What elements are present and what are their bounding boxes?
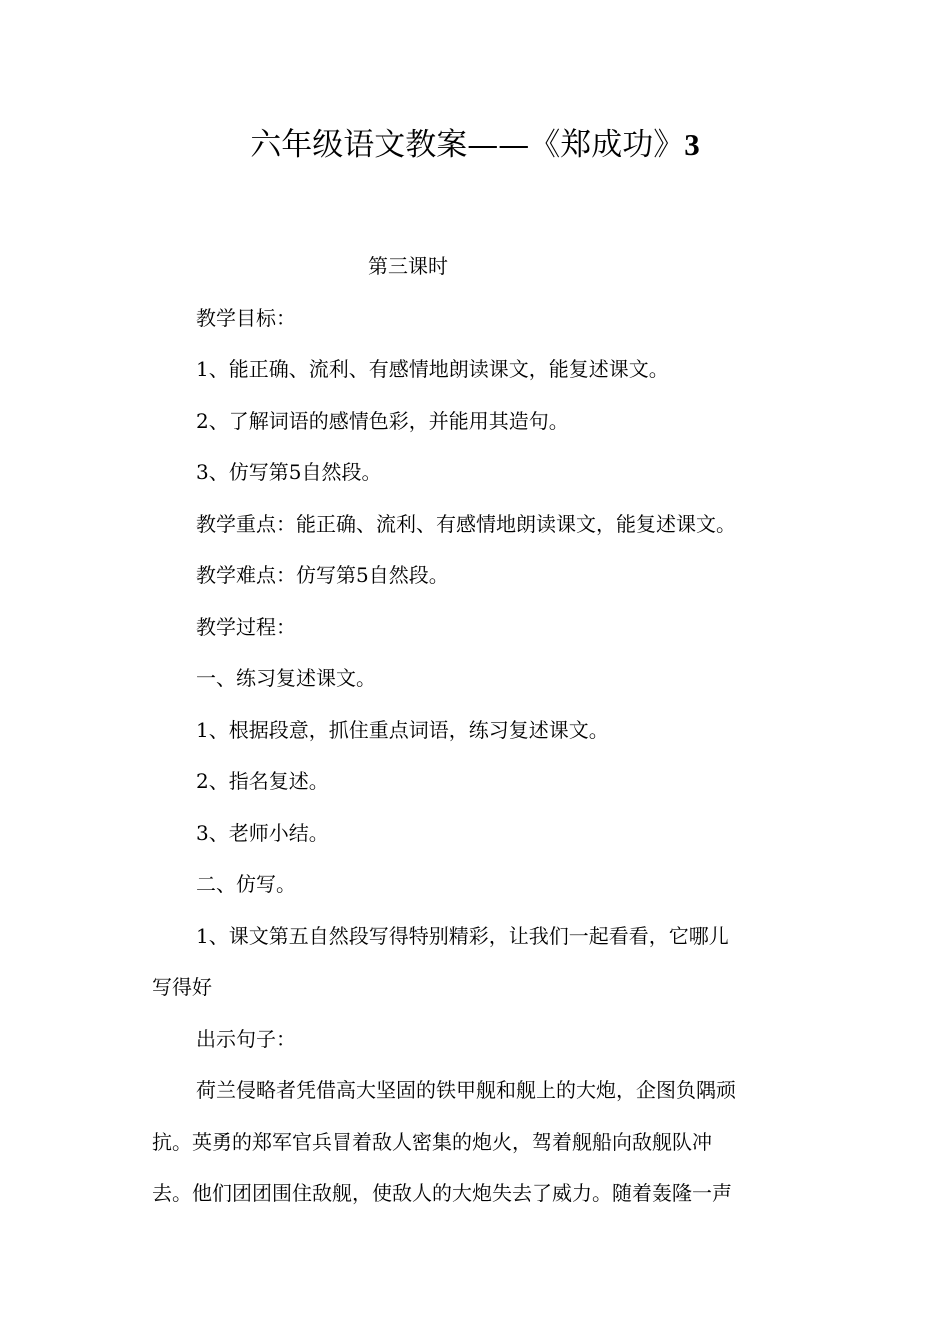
- paragraph: 2、了解词语的感情色彩，并能用其造句。: [196, 409, 569, 433]
- paragraph: 二、仿写。: [196, 872, 296, 896]
- paragraph: 出示句子：: [196, 1027, 296, 1051]
- paragraph: 1、课文第五自然段写得特别精彩，让我们一起看看，它哪儿: [196, 924, 729, 948]
- paragraph: 荷兰侵略者凭借高大坚固的铁甲舰和舰上的大炮，企图负隅顽: [196, 1078, 736, 1102]
- paragraph: 教学难点：仿写第5自然段。: [196, 563, 449, 587]
- paragraph: 教学目标：: [196, 306, 296, 330]
- paragraph: 写得好: [152, 975, 212, 999]
- document-title-number: 3: [684, 127, 700, 162]
- document-title-text: 六年级语文教案——《郑成功》: [250, 127, 685, 163]
- paragraph: 3、仿写第5自然段。: [196, 460, 382, 484]
- paragraph: 教学过程：: [196, 615, 296, 639]
- paragraph: 抗。英勇的郑军官兵冒着敌人密集的炮火，驾着舰船向敌舰队冲: [152, 1130, 712, 1154]
- lesson-heading: 第三课时: [368, 254, 448, 278]
- paragraph: 一、练习复述课文。: [196, 666, 376, 690]
- paragraph: 去。他们团团围住敌舰，使敌人的大炮失去了威力。随着轰隆一声: [152, 1181, 732, 1205]
- paragraph: 2、指名复述。: [196, 769, 329, 793]
- paragraph: 1、根据段意，抓住重点词语，练习复述课文。: [196, 718, 609, 742]
- document-title: [0, 122, 950, 168]
- paragraph: 教学重点：能正确、流利、有感情地朗读课文，能复述课文。: [196, 512, 736, 536]
- paragraph: 1、能正确、流利、有感情地朗读课文，能复述课文。: [196, 357, 669, 381]
- paragraph: 3、老师小结。: [196, 821, 329, 845]
